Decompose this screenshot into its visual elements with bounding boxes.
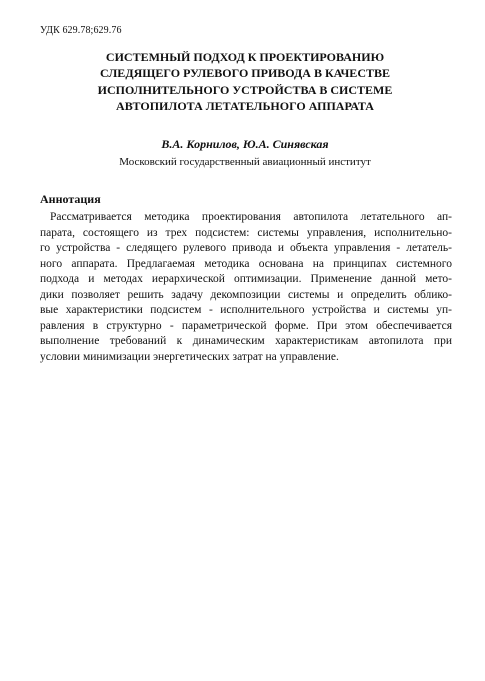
udc-code: УДК 629.78;629.76 — [40, 25, 122, 36]
abstract-line: равления в структурно - параметрической форме. При этом обеспечивается — [40, 319, 452, 332]
abstract-line: Рассматривается методика проектирования автопилота летательного ап- — [50, 211, 452, 223]
abstract-line: вые характеристики подсистем - исполнительного устройства и системы уп- — [40, 304, 452, 316]
abstract-body — [40, 210, 452, 365]
abstract-line: парата, состоящего из трех подсистем: системы управления, исполнительно- — [40, 226, 452, 239]
abstract-line: условии минимизации энергетических затрат на управление. — [40, 350, 339, 363]
abstract-line: выполнение требований к динамическим характеристикам автопилота при — [40, 335, 452, 347]
paper-authors: В.А. Корнилов, Ю.А. Синявская — [161, 137, 329, 151]
abstract-line: го устройства - следящего рулевого привода и объекта управления - летатель- — [40, 242, 452, 254]
abstract-line: ного аппарата. Предлагаемая методика основана на принципах системного — [40, 257, 452, 270]
abstract-heading: Аннотация — [40, 192, 101, 206]
author-affiliation: Московский государственный авиационный институт — [119, 156, 371, 168]
paper-title: СИСТЕМНЫЙ ПОДХОД К ПРОЕКТИРОВАНИЮ СЛЕДЯЩЕГО РУЛЕВОГО ПРИВОДА В КАЧЕСТВЕ ИСПОЛНИТЕЛЬНОГО УСТРОЙСТВА В СИСТЕМЕ АВТОПИЛОТА ЛЕТАТЕЛЬНОГО АППАРАТА — [97, 50, 393, 113]
abstract-line: подхода и методах иерархической оптимизации. Применение данной мето- — [40, 273, 452, 285]
abstract-line: дики позволяет решить задачу декомпозиции системы и определить облико- — [40, 288, 452, 301]
